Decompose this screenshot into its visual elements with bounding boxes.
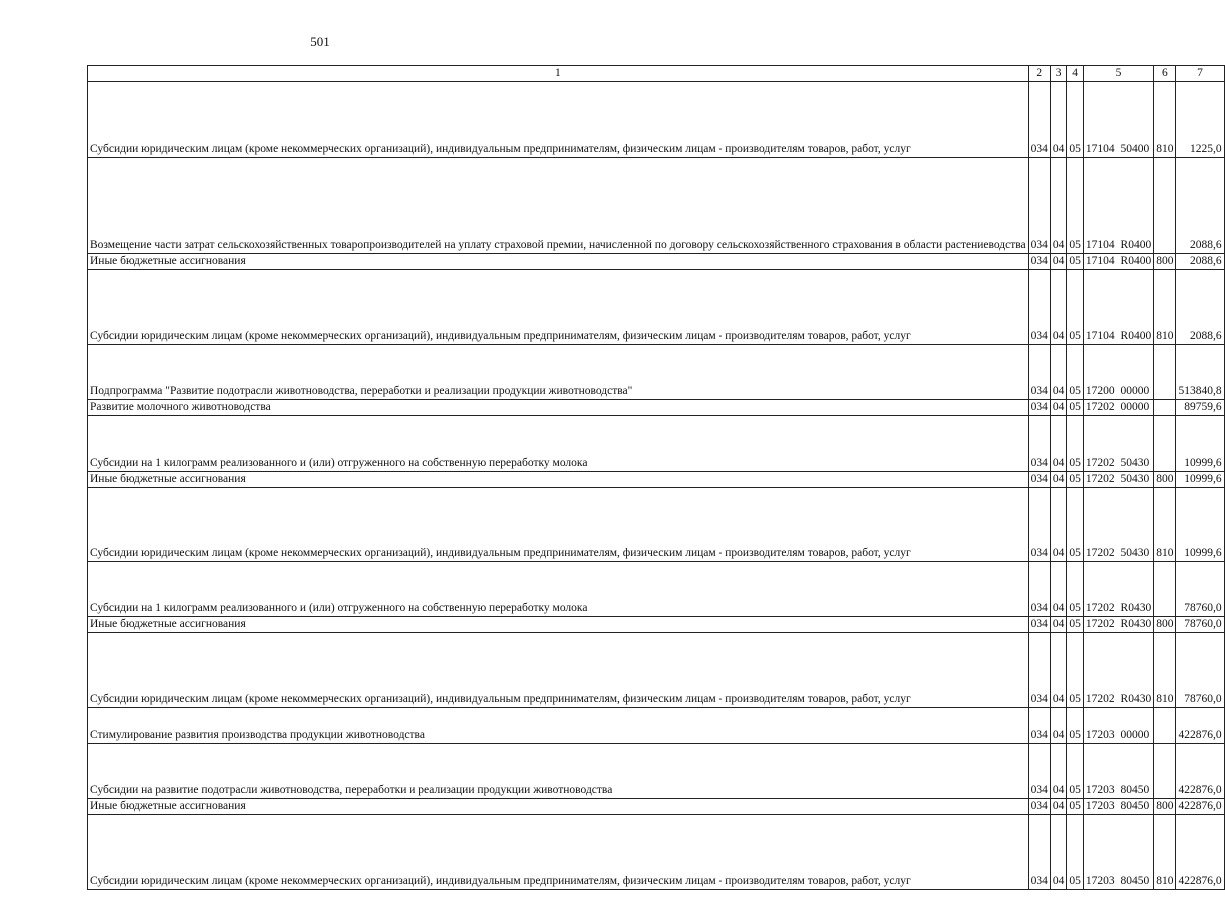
section-cell: 04 bbox=[1050, 488, 1067, 562]
column-header: 5 bbox=[1083, 66, 1153, 82]
subsection-cell: 05 bbox=[1067, 400, 1084, 416]
row-name-cell: Иные бюджетные ассигнования bbox=[88, 254, 1029, 270]
section-cell: 04 bbox=[1050, 617, 1067, 633]
table-row bbox=[88, 799, 1225, 815]
row-name-cell: Иные бюджетные ассигнования bbox=[88, 472, 1029, 488]
subsection-cell: 05 bbox=[1067, 416, 1084, 472]
row-name-cell: Подпрограмма "Развитие подотрасли животноводства, переработки и реализации продукции животноводства" bbox=[88, 345, 1029, 400]
target-article-cell: 17203 80450 bbox=[1083, 815, 1153, 890]
expense-type-cell bbox=[1154, 345, 1176, 400]
table-row bbox=[88, 562, 1225, 617]
target-article-cell: 17104 50400 bbox=[1083, 82, 1153, 158]
amount-cell: 89759,6 bbox=[1176, 400, 1224, 416]
amount-cell: 422876,0 bbox=[1176, 744, 1224, 799]
column-header: 4 bbox=[1067, 66, 1084, 82]
column-header: 6 bbox=[1154, 66, 1176, 82]
expense-type-cell bbox=[1154, 158, 1176, 254]
target-article-cell: 17202 50430 bbox=[1083, 472, 1153, 488]
budget-table bbox=[87, 65, 1225, 890]
table-row bbox=[88, 617, 1225, 633]
column-header: 7 bbox=[1176, 66, 1224, 82]
subsection-cell: 05 bbox=[1067, 633, 1084, 708]
subsection-cell: 05 bbox=[1067, 744, 1084, 799]
row-name-cell: Иные бюджетные ассигнования bbox=[88, 617, 1029, 633]
row-name-cell: Развитие молочного животноводства bbox=[88, 400, 1029, 416]
expense-type-cell: 800 bbox=[1154, 472, 1176, 488]
subsection-cell: 05 bbox=[1067, 488, 1084, 562]
target-article-cell: 17202 R0430 bbox=[1083, 633, 1153, 708]
table-row bbox=[88, 270, 1225, 345]
target-article-cell: 17104 R0400 bbox=[1083, 158, 1153, 254]
gov-code-cell: 034 bbox=[1028, 815, 1050, 890]
gov-code-cell: 034 bbox=[1028, 633, 1050, 708]
section-cell: 04 bbox=[1050, 158, 1067, 254]
amount-cell: 78760,0 bbox=[1176, 617, 1224, 633]
header-row bbox=[88, 66, 1225, 82]
section-cell: 04 bbox=[1050, 82, 1067, 158]
expense-type-cell: 810 bbox=[1154, 633, 1176, 708]
table-row bbox=[88, 815, 1225, 890]
amount-cell: 10999,6 bbox=[1176, 416, 1224, 472]
row-name-cell: Субсидии на развитие подотрасли животноводства, переработки и реализации продукции животноводства bbox=[88, 744, 1029, 799]
section-cell: 04 bbox=[1050, 815, 1067, 890]
section-cell: 04 bbox=[1050, 416, 1067, 472]
expense-type-cell: 800 bbox=[1154, 254, 1176, 270]
gov-code-cell: 034 bbox=[1028, 617, 1050, 633]
expense-type-cell: 800 bbox=[1154, 617, 1176, 633]
row-name-cell: Субсидии юридическим лицам (кроме некоммерческих организаций), индивидуальным предпринимателям, физическим лицам - производителям товаров, работ, услуг bbox=[88, 488, 1029, 562]
amount-cell: 78760,0 bbox=[1176, 562, 1224, 617]
subsection-cell: 05 bbox=[1067, 815, 1084, 890]
table-row bbox=[88, 82, 1225, 158]
section-cell: 04 bbox=[1050, 633, 1067, 708]
target-article-cell: 17202 50430 bbox=[1083, 416, 1153, 472]
subsection-cell: 05 bbox=[1067, 708, 1084, 744]
expense-type-cell: 810 bbox=[1154, 488, 1176, 562]
subsection-cell: 05 bbox=[1067, 799, 1084, 815]
amount-cell: 2088,6 bbox=[1176, 270, 1224, 345]
row-name-cell: Субсидии юридическим лицам (кроме некоммерческих организаций), индивидуальным предпринимателям, физическим лицам - производителям товаров, работ, услуг bbox=[88, 270, 1029, 345]
subsection-cell: 05 bbox=[1067, 472, 1084, 488]
table-row bbox=[88, 254, 1225, 270]
amount-cell: 10999,6 bbox=[1176, 472, 1224, 488]
target-article-cell: 17203 80450 bbox=[1083, 799, 1153, 815]
gov-code-cell: 034 bbox=[1028, 400, 1050, 416]
subsection-cell: 05 bbox=[1067, 617, 1084, 633]
table-row bbox=[88, 744, 1225, 799]
amount-cell: 422876,0 bbox=[1176, 799, 1224, 815]
target-article-cell: 17202 R0430 bbox=[1083, 562, 1153, 617]
table-row bbox=[88, 400, 1225, 416]
column-header: 2 bbox=[1028, 66, 1050, 82]
amount-cell: 2088,6 bbox=[1176, 254, 1224, 270]
subsection-cell: 05 bbox=[1067, 562, 1084, 617]
expense-type-cell: 800 bbox=[1154, 799, 1176, 815]
subsection-cell: 05 bbox=[1067, 270, 1084, 345]
target-article-cell: 17104 R0400 bbox=[1083, 270, 1153, 345]
amount-cell: 422876,0 bbox=[1176, 815, 1224, 890]
amount-cell: 422876,0 bbox=[1176, 708, 1224, 744]
table-row bbox=[88, 158, 1225, 254]
section-cell: 04 bbox=[1050, 562, 1067, 617]
gov-code-cell: 034 bbox=[1028, 799, 1050, 815]
gov-code-cell: 034 bbox=[1028, 488, 1050, 562]
section-cell: 04 bbox=[1050, 400, 1067, 416]
subsection-cell: 05 bbox=[1067, 254, 1084, 270]
row-name-cell: Субсидии на 1 килограмм реализованного и (или) отгруженного на собственную переработку молока bbox=[88, 416, 1029, 472]
expense-type-cell bbox=[1154, 708, 1176, 744]
target-article-cell: 17203 00000 bbox=[1083, 708, 1153, 744]
column-header: 3 bbox=[1050, 66, 1067, 82]
row-name-cell: Субсидии юридическим лицам (кроме некоммерческих организаций), индивидуальным предпринимателям, физическим лицам - производителям товаров, работ, услуг bbox=[88, 815, 1029, 890]
row-name-cell: Иные бюджетные ассигнования bbox=[88, 799, 1029, 815]
target-article-cell: 17203 80450 bbox=[1083, 744, 1153, 799]
gov-code-cell: 034 bbox=[1028, 562, 1050, 617]
section-cell: 04 bbox=[1050, 254, 1067, 270]
expense-type-cell bbox=[1154, 744, 1176, 799]
table-row bbox=[88, 345, 1225, 400]
table-body bbox=[88, 82, 1225, 890]
amount-cell: 10999,6 bbox=[1176, 488, 1224, 562]
gov-code-cell: 034 bbox=[1028, 416, 1050, 472]
table-row bbox=[88, 472, 1225, 488]
row-name-cell: Субсидии юридическим лицам (кроме некоммерческих организаций), индивидуальным предпринимателям, физическим лицам - производителям товаров, работ, услуг bbox=[88, 82, 1029, 158]
section-cell: 04 bbox=[1050, 708, 1067, 744]
row-name-cell: Субсидии на 1 килограмм реализованного и (или) отгруженного на собственную переработку молока bbox=[88, 562, 1029, 617]
table-row bbox=[88, 416, 1225, 472]
target-article-cell: 17200 00000 bbox=[1083, 345, 1153, 400]
section-cell: 04 bbox=[1050, 270, 1067, 345]
amount-cell: 78760,0 bbox=[1176, 633, 1224, 708]
column-header: 1 bbox=[88, 66, 1029, 82]
target-article-cell: 17202 R0430 bbox=[1083, 617, 1153, 633]
table-row bbox=[88, 488, 1225, 562]
subsection-cell: 05 bbox=[1067, 82, 1084, 158]
amount-cell: 513840,8 bbox=[1176, 345, 1224, 400]
subsection-cell: 05 bbox=[1067, 158, 1084, 254]
expense-type-cell: 810 bbox=[1154, 82, 1176, 158]
amount-cell: 1225,0 bbox=[1176, 82, 1224, 158]
page-number: 501 bbox=[310, 34, 330, 49]
subsection-cell: 05 bbox=[1067, 345, 1084, 400]
section-cell: 04 bbox=[1050, 345, 1067, 400]
target-article-cell: 17104 R0400 bbox=[1083, 254, 1153, 270]
row-name-cell: Возмещение части затрат сельскохозяйственных товаропроизводителей на уплату страховой премии, начисленной по договору сельскохозяйственного страхования в области растениеводства bbox=[88, 158, 1029, 254]
section-cell: 04 bbox=[1050, 744, 1067, 799]
gov-code-cell: 034 bbox=[1028, 708, 1050, 744]
table-row bbox=[88, 633, 1225, 708]
gov-code-cell: 034 bbox=[1028, 270, 1050, 345]
row-name-cell: Стимулирование развития производства продукции животноводства bbox=[88, 708, 1029, 744]
gov-code-cell: 034 bbox=[1028, 254, 1050, 270]
row-name-cell: Субсидии юридическим лицам (кроме некоммерческих организаций), индивидуальным предпринимателям, физическим лицам - производителям товаров, работ, услуг bbox=[88, 633, 1029, 708]
gov-code-cell: 034 bbox=[1028, 158, 1050, 254]
expense-type-cell bbox=[1154, 400, 1176, 416]
gov-code-cell: 034 bbox=[1028, 744, 1050, 799]
expense-type-cell bbox=[1154, 562, 1176, 617]
gov-code-cell: 034 bbox=[1028, 82, 1050, 158]
expense-type-cell: 810 bbox=[1154, 270, 1176, 345]
gov-code-cell: 034 bbox=[1028, 345, 1050, 400]
expense-type-cell bbox=[1154, 416, 1176, 472]
gov-code-cell: 034 bbox=[1028, 472, 1050, 488]
table-row bbox=[88, 708, 1225, 744]
section-cell: 04 bbox=[1050, 799, 1067, 815]
target-article-cell: 17202 00000 bbox=[1083, 400, 1153, 416]
target-article-cell: 17202 50430 bbox=[1083, 488, 1153, 562]
expense-type-cell: 810 bbox=[1154, 815, 1176, 890]
section-cell: 04 bbox=[1050, 472, 1067, 488]
amount-cell: 2088,6 bbox=[1176, 158, 1224, 254]
